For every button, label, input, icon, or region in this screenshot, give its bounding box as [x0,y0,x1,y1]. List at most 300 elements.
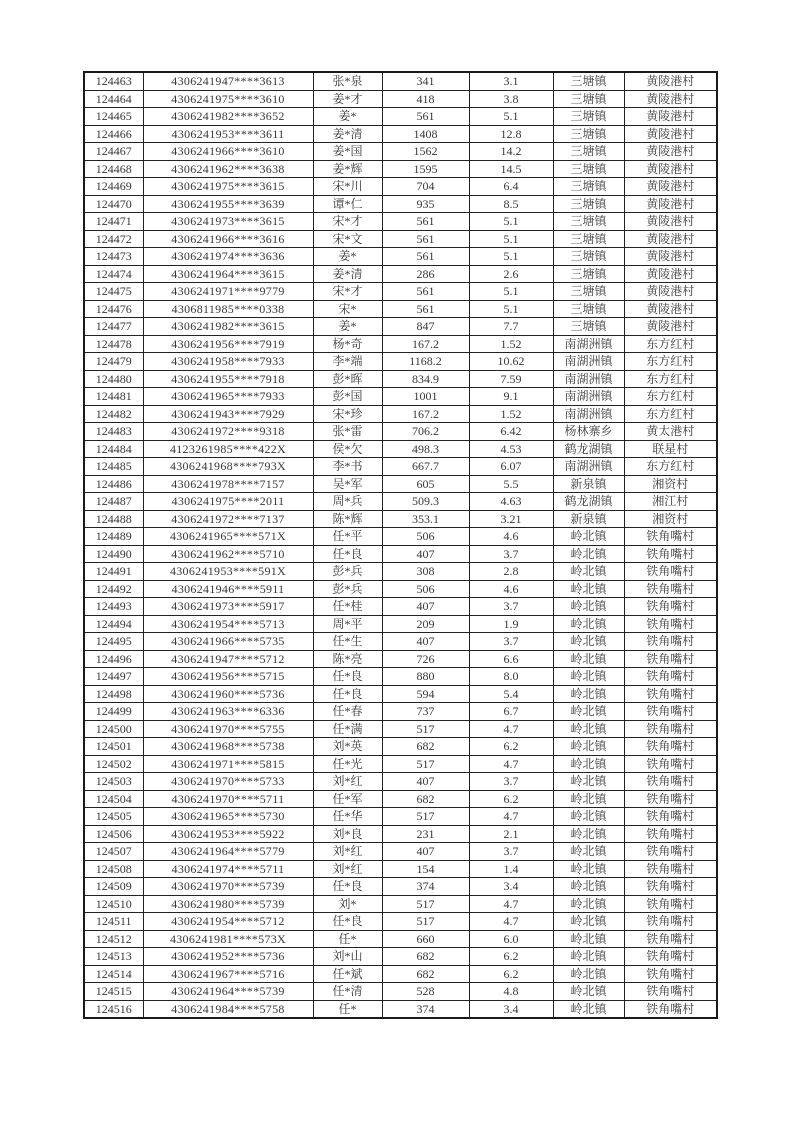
cell-masked-name: 任*华 [313,808,382,826]
cell-masked-id-number: 4306241978****7157 [143,475,313,493]
records-table [83,71,718,1019]
cell-village: 铁角嘴村 [624,913,717,931]
cell-value-1: 517 [382,895,469,913]
cell-town: 岭北镇 [553,843,624,861]
cell-masked-name: 李*书 [313,458,382,476]
cell-serial-number: 124516 [84,1000,143,1018]
cell-value-2: 14.5 [469,160,553,178]
table-row [84,475,717,493]
cell-value-2: 5.1 [469,248,553,266]
table-row [84,685,717,703]
cell-town: 三塘镇 [553,265,624,283]
cell-town: 岭北镇 [553,913,624,931]
cell-village: 铁角嘴村 [624,808,717,826]
cell-village: 铁角嘴村 [624,580,717,598]
table-row [84,598,717,616]
cell-masked-id-number: 4306241966****3616 [143,230,313,248]
cell-masked-name: 周*兵 [313,493,382,511]
table-row [84,72,717,90]
cell-village: 东方红村 [624,458,717,476]
cell-serial-number: 124469 [84,178,143,196]
cell-masked-id-number: 4306241960****5736 [143,685,313,703]
cell-masked-name: 宋*文 [313,230,382,248]
cell-masked-id-number: 4306241965****7933 [143,388,313,406]
table-row [84,300,717,318]
cell-masked-name: 周*平 [313,615,382,633]
cell-value-2: 5.1 [469,283,553,301]
cell-village: 黄陵港村 [624,72,717,90]
cell-masked-id-number: 4306241965****5730 [143,808,313,826]
cell-serial-number: 124490 [84,545,143,563]
cell-masked-id-number: 4306241970****5755 [143,720,313,738]
cell-village: 黄陵港村 [624,248,717,266]
cell-value-1: 167.2 [382,405,469,423]
cell-serial-number: 124489 [84,528,143,546]
cell-value-1: 706.2 [382,423,469,441]
table-row [84,283,717,301]
cell-masked-id-number: 4306241984****5758 [143,1000,313,1018]
cell-masked-name: 宋*才 [313,213,382,231]
cell-village: 铁角嘴村 [624,685,717,703]
cell-village: 湘资村 [624,475,717,493]
table-row [84,160,717,178]
cell-masked-id-number: 4306811985****0338 [143,300,313,318]
cell-town: 岭北镇 [553,545,624,563]
cell-town: 岭北镇 [553,895,624,913]
cell-value-2: 6.42 [469,423,553,441]
cell-town: 岭北镇 [553,528,624,546]
cell-masked-name: 任*良 [313,913,382,931]
cell-masked-id-number: 4306241962****3638 [143,160,313,178]
cell-value-1: 1562 [382,143,469,161]
cell-value-1: 407 [382,598,469,616]
cell-serial-number: 124464 [84,90,143,108]
cell-value-1: 847 [382,318,469,336]
cell-serial-number: 124467 [84,143,143,161]
cell-value-1: 509.3 [382,493,469,511]
cell-value-1: 209 [382,615,469,633]
cell-masked-name: 李*端 [313,353,382,371]
cell-masked-name: 姜*才 [313,90,382,108]
cell-village: 铁角嘴村 [624,720,717,738]
cell-masked-name: 宋*珍 [313,405,382,423]
cell-village: 黄陵港村 [624,300,717,318]
table-row [84,650,717,668]
cell-value-2: 3.4 [469,878,553,896]
cell-village: 黄陵港村 [624,178,717,196]
cell-masked-name: 宋*川 [313,178,382,196]
cell-village: 黄陵港村 [624,230,717,248]
cell-village: 铁角嘴村 [624,965,717,983]
cell-value-1: 528 [382,983,469,1001]
cell-masked-id-number: 4306241970****5739 [143,878,313,896]
cell-town: 岭北镇 [553,983,624,1001]
cell-masked-id-number: 4306241954****5713 [143,615,313,633]
cell-masked-id-number: 4123261985****422X [143,440,313,458]
cell-town: 三塘镇 [553,283,624,301]
table-row [84,580,717,598]
cell-town: 南湖洲镇 [553,405,624,423]
cell-value-1: 561 [382,248,469,266]
cell-masked-id-number: 4306241963****6336 [143,703,313,721]
cell-masked-name: 任*光 [313,755,382,773]
cell-serial-number: 124493 [84,598,143,616]
cell-masked-name: 刘*英 [313,738,382,756]
cell-town: 岭北镇 [553,1000,624,1018]
cell-village: 铁角嘴村 [624,895,717,913]
cell-value-2: 6.0 [469,930,553,948]
cell-serial-number: 124509 [84,878,143,896]
cell-masked-id-number: 4306241971****5815 [143,755,313,773]
cell-masked-id-number: 4306241953****3611 [143,125,313,143]
cell-town: 岭北镇 [553,808,624,826]
cell-masked-id-number: 4306241975****2011 [143,493,313,511]
cell-value-1: 561 [382,283,469,301]
cell-value-1: 1408 [382,125,469,143]
cell-village: 黄太港村 [624,423,717,441]
cell-value-2: 3.4 [469,1000,553,1018]
cell-value-2: 3.7 [469,773,553,791]
cell-town: 岭北镇 [553,720,624,738]
cell-serial-number: 124496 [84,650,143,668]
cell-serial-number: 124480 [84,370,143,388]
table-row [84,195,717,213]
table-row [84,545,717,563]
table-row [84,948,717,966]
cell-value-2: 4.63 [469,493,553,511]
cell-village: 铁角嘴村 [624,755,717,773]
cell-serial-number: 124497 [84,668,143,686]
cell-masked-name: 姜*清 [313,125,382,143]
table-row [84,930,717,948]
cell-value-2: 5.1 [469,230,553,248]
cell-town: 鹤龙湖镇 [553,493,624,511]
cell-serial-number: 124485 [84,458,143,476]
cell-value-1: 308 [382,563,469,581]
cell-serial-number: 124487 [84,493,143,511]
table-row [84,738,717,756]
cell-town: 岭北镇 [553,650,624,668]
cell-masked-id-number: 4306241953****5922 [143,825,313,843]
cell-masked-name: 姜*清 [313,265,382,283]
cell-masked-name: 姜* [313,108,382,126]
cell-value-2: 3.7 [469,633,553,651]
cell-town: 岭北镇 [553,825,624,843]
table-row [84,808,717,826]
table-row [84,108,717,126]
cell-town: 岭北镇 [553,738,624,756]
cell-value-1: 660 [382,930,469,948]
cell-masked-name: 任*清 [313,983,382,1001]
cell-town: 南湖洲镇 [553,353,624,371]
cell-masked-id-number: 4306241970****5733 [143,773,313,791]
table-row [84,668,717,686]
cell-masked-id-number: 4306241952****5736 [143,948,313,966]
cell-village: 铁角嘴村 [624,650,717,668]
cell-value-2: 4.8 [469,983,553,1001]
cell-town: 岭北镇 [553,685,624,703]
cell-village: 铁角嘴村 [624,948,717,966]
cell-serial-number: 124486 [84,475,143,493]
cell-masked-id-number: 4306241954****5712 [143,913,313,931]
table-row [84,825,717,843]
cell-masked-name: 刘*红 [313,860,382,878]
cell-masked-name: 谭*仁 [313,195,382,213]
cell-masked-id-number: 4306241943****7929 [143,405,313,423]
cell-value-2: 5.1 [469,108,553,126]
table-row [84,913,717,931]
cell-village: 铁角嘴村 [624,615,717,633]
cell-value-2: 9.1 [469,388,553,406]
cell-village: 铁角嘴村 [624,1000,717,1018]
cell-masked-name: 刘* [313,895,382,913]
cell-village: 黄陵港村 [624,283,717,301]
cell-value-1: 561 [382,108,469,126]
cell-value-2: 10.62 [469,353,553,371]
cell-masked-name: 刘*山 [313,948,382,966]
table-row [84,388,717,406]
cell-town: 三塘镇 [553,178,624,196]
table-row [84,895,717,913]
records-table-body [84,72,717,1018]
cell-value-1: 517 [382,913,469,931]
cell-serial-number: 124465 [84,108,143,126]
table-row [84,353,717,371]
cell-masked-id-number: 4306241968****793X [143,458,313,476]
cell-serial-number: 124508 [84,860,143,878]
cell-value-2: 3.7 [469,598,553,616]
table-row [84,440,717,458]
cell-value-1: 726 [382,650,469,668]
cell-value-2: 1.4 [469,860,553,878]
cell-value-2: 6.2 [469,948,553,966]
cell-value-2: 5.1 [469,300,553,318]
cell-value-1: 167.2 [382,335,469,353]
cell-value-1: 286 [382,265,469,283]
table-row [84,90,717,108]
cell-value-2: 4.7 [469,913,553,931]
cell-value-2: 6.2 [469,790,553,808]
cell-masked-name: 任*春 [313,703,382,721]
cell-town: 三塘镇 [553,125,624,143]
cell-serial-number: 124506 [84,825,143,843]
cell-masked-id-number: 4306241973****3615 [143,213,313,231]
cell-serial-number: 124463 [84,72,143,90]
cell-village: 铁角嘴村 [624,563,717,581]
cell-value-1: 506 [382,580,469,598]
cell-town: 杨林寨乡 [553,423,624,441]
table-row [84,965,717,983]
cell-value-2: 3.21 [469,510,553,528]
cell-value-1: 1168.2 [382,353,469,371]
cell-value-2: 8.5 [469,195,553,213]
cell-value-1: 517 [382,808,469,826]
cell-masked-id-number: 4306241970****5711 [143,790,313,808]
cell-masked-name: 任*桂 [313,598,382,616]
cell-serial-number: 124502 [84,755,143,773]
cell-masked-name: 张*泉 [313,72,382,90]
cell-town: 三塘镇 [553,213,624,231]
cell-serial-number: 124475 [84,283,143,301]
table-row [84,878,717,896]
cell-value-1: 517 [382,755,469,773]
cell-value-2: 3.8 [469,90,553,108]
cell-value-1: 561 [382,213,469,231]
table-row [84,370,717,388]
cell-value-1: 407 [382,843,469,861]
cell-masked-id-number: 4306241958****7933 [143,353,313,371]
cell-masked-name: 姜* [313,248,382,266]
cell-value-1: 667.7 [382,458,469,476]
cell-value-1: 418 [382,90,469,108]
cell-value-2: 4.7 [469,755,553,773]
table-row [84,633,717,651]
cell-masked-name: 任*斌 [313,965,382,983]
cell-value-2: 4.6 [469,528,553,546]
cell-value-1: 506 [382,528,469,546]
cell-value-2: 1.52 [469,335,553,353]
cell-serial-number: 124477 [84,318,143,336]
cell-masked-name: 任*良 [313,545,382,563]
cell-masked-name: 姜*辉 [313,160,382,178]
cell-village: 黄陵港村 [624,195,717,213]
cell-masked-name: 彭*晖 [313,370,382,388]
cell-masked-id-number: 4306241968****5738 [143,738,313,756]
cell-masked-id-number: 4306241956****7919 [143,335,313,353]
table-row [84,510,717,528]
cell-masked-name: 宋*才 [313,283,382,301]
cell-value-1: 935 [382,195,469,213]
table-row [84,405,717,423]
cell-value-1: 682 [382,790,469,808]
cell-masked-name: 任*满 [313,720,382,738]
cell-masked-name: 任*良 [313,878,382,896]
cell-masked-name: 侯*欠 [313,440,382,458]
cell-value-2: 2.6 [469,265,553,283]
cell-masked-id-number: 4306241971****9779 [143,283,313,301]
cell-town: 岭北镇 [553,965,624,983]
table-row [84,230,717,248]
cell-value-2: 2.1 [469,825,553,843]
cell-masked-name: 任*良 [313,685,382,703]
table-row [84,265,717,283]
cell-masked-id-number: 4306241975****3615 [143,178,313,196]
cell-masked-name: 彭*兵 [313,580,382,598]
cell-village: 铁角嘴村 [624,878,717,896]
cell-masked-name: 姜*国 [313,143,382,161]
cell-village: 黄陵港村 [624,318,717,336]
cell-value-1: 834.9 [382,370,469,388]
cell-masked-name: 刘*红 [313,843,382,861]
cell-village: 黄陵港村 [624,265,717,283]
cell-serial-number: 124481 [84,388,143,406]
cell-town: 岭北镇 [553,615,624,633]
cell-value-2: 6.4 [469,178,553,196]
cell-masked-name: 杨*奇 [313,335,382,353]
table-row [84,318,717,336]
cell-town: 岭北镇 [553,563,624,581]
cell-serial-number: 124482 [84,405,143,423]
table-row [84,458,717,476]
cell-value-1: 407 [382,545,469,563]
cell-value-2: 3.7 [469,545,553,563]
table-row [84,493,717,511]
table-row [84,773,717,791]
cell-value-1: 498.3 [382,440,469,458]
cell-masked-name: 任*良 [313,668,382,686]
cell-value-1: 1595 [382,160,469,178]
cell-masked-name: 任*生 [313,633,382,651]
table-row [84,143,717,161]
cell-village: 黄陵港村 [624,90,717,108]
cell-serial-number: 124504 [84,790,143,808]
cell-village: 黄陵港村 [624,143,717,161]
cell-village: 铁角嘴村 [624,843,717,861]
cell-masked-name: 姜* [313,318,382,336]
cell-masked-name: 任* [313,1000,382,1018]
cell-value-2: 3.1 [469,72,553,90]
cell-value-1: 517 [382,720,469,738]
cell-serial-number: 124498 [84,685,143,703]
cell-town: 三塘镇 [553,72,624,90]
cell-masked-name: 张*雷 [313,423,382,441]
cell-town: 三塘镇 [553,195,624,213]
cell-serial-number: 124492 [84,580,143,598]
cell-masked-name: 陈*亮 [313,650,382,668]
cell-village: 东方红村 [624,388,717,406]
table-row [84,755,717,773]
cell-village: 铁角嘴村 [624,825,717,843]
cell-town: 新泉镇 [553,475,624,493]
cell-town: 岭北镇 [553,878,624,896]
cell-masked-id-number: 4306241956****5715 [143,668,313,686]
cell-town: 南湖洲镇 [553,458,624,476]
cell-serial-number: 124513 [84,948,143,966]
cell-village: 东方红村 [624,405,717,423]
cell-masked-id-number: 4306241964****5739 [143,983,313,1001]
cell-masked-id-number: 4306241982****3615 [143,318,313,336]
cell-value-1: 682 [382,965,469,983]
cell-serial-number: 124515 [84,983,143,1001]
cell-town: 岭北镇 [553,948,624,966]
cell-town: 岭北镇 [553,755,624,773]
cell-serial-number: 124466 [84,125,143,143]
cell-masked-id-number: 4306241964****3615 [143,265,313,283]
cell-value-1: 407 [382,633,469,651]
cell-masked-name: 彭*国 [313,388,382,406]
cell-serial-number: 124472 [84,230,143,248]
cell-town: 岭北镇 [553,633,624,651]
cell-village: 铁角嘴村 [624,773,717,791]
table-row [84,335,717,353]
cell-serial-number: 124510 [84,895,143,913]
cell-value-2: 6.7 [469,703,553,721]
cell-serial-number: 124478 [84,335,143,353]
cell-serial-number: 124484 [84,440,143,458]
cell-masked-name: 任* [313,930,382,948]
cell-value-1: 561 [382,300,469,318]
cell-masked-id-number: 4306241964****5779 [143,843,313,861]
cell-value-2: 12.8 [469,125,553,143]
cell-serial-number: 124476 [84,300,143,318]
cell-value-2: 6.6 [469,650,553,668]
cell-town: 新泉镇 [553,510,624,528]
cell-masked-name: 任*军 [313,790,382,808]
cell-value-1: 594 [382,685,469,703]
cell-value-2: 4.7 [469,895,553,913]
cell-value-2: 2.8 [469,563,553,581]
cell-serial-number: 124483 [84,423,143,441]
